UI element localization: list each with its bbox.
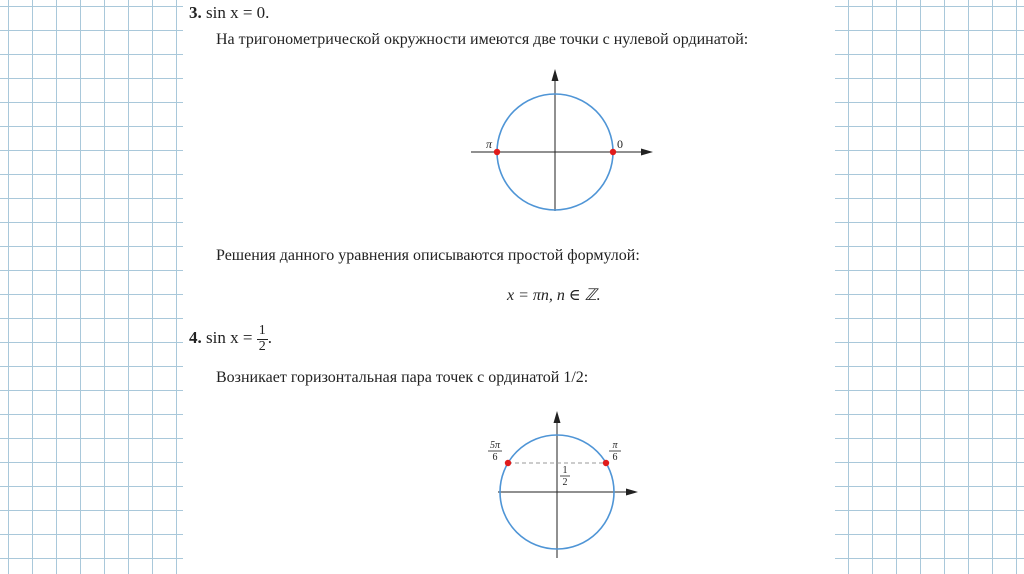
label-zero: 0 xyxy=(617,137,623,151)
point-pi xyxy=(494,149,500,155)
fraction-denominator: 2 xyxy=(258,338,266,354)
x-axis-arrow-1 xyxy=(641,149,653,156)
section3-solution-intro: Решения данного уравнения описываются простой формулой: xyxy=(216,247,640,264)
section3-equation: sin x = 0. xyxy=(206,3,270,22)
section4-number: 4. xyxy=(189,328,202,348)
fraction-numerator: 1 xyxy=(258,323,266,338)
label-pi6-den: 6 xyxy=(612,452,618,463)
section4-equation-lhs: sin x = xyxy=(206,328,253,348)
section3-formula: x = πn, n ∈ ℤ. xyxy=(507,287,601,304)
unit-circle-2 xyxy=(466,408,666,568)
label-pi: π xyxy=(486,137,493,151)
section4-equation-end: . xyxy=(267,328,272,348)
point-5pi-6 xyxy=(505,460,511,466)
worksheet-page xyxy=(183,0,835,574)
section4-heading xyxy=(189,324,272,354)
point-zero xyxy=(610,149,616,155)
point-pi-6 xyxy=(603,460,609,466)
section3-description: На тригонометрической окружности имеются две точки с нулевой ординатой: xyxy=(216,31,749,48)
section4-fraction xyxy=(257,324,268,354)
label-half-den: 2 xyxy=(562,477,568,488)
y-axis-arrow-1 xyxy=(552,69,559,81)
section3-heading xyxy=(189,3,269,23)
section3-number: 3. xyxy=(189,3,202,22)
unit-circle-1 xyxy=(466,66,666,226)
x-axis-arrow-2 xyxy=(626,489,638,496)
label-5pi6-den: 6 xyxy=(492,452,498,463)
section4-description: Возникает горизонтальная пара точек с ординатой 1/2: xyxy=(216,369,589,386)
label-5pi6-num: 5π xyxy=(489,440,501,451)
label-pi6-num: π xyxy=(612,440,618,451)
y-axis-arrow-2 xyxy=(554,411,561,423)
label-half-num: 1 xyxy=(562,465,568,476)
